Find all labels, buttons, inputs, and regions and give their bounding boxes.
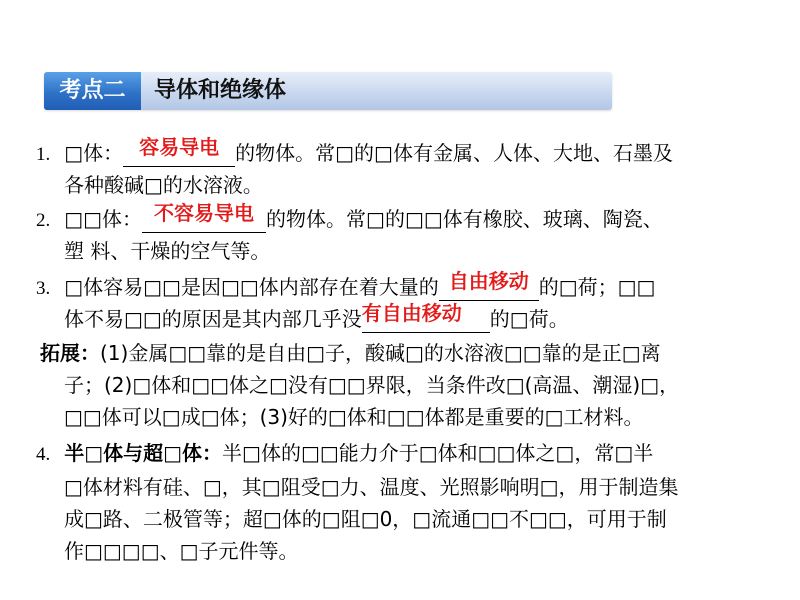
item-4-line-1 <box>36 438 653 468</box>
item-3-line-2 <box>64 301 569 334</box>
section-title: 导体和绝缘体 <box>154 78 287 103</box>
answer-blank <box>142 201 266 233</box>
item-number: 3. <box>36 278 51 299</box>
item-text: 的□荷；□□ <box>538 275 656 299</box>
item-4-label: 半□体与超□体： <box>64 441 223 465</box>
item-text: 的物体。常□的□体有金属、人体、大地、石墨及 <box>235 141 673 165</box>
answer-blank <box>439 269 539 301</box>
item-text: □体容易□□是因□□体内部存在着大量的 <box>64 275 439 299</box>
item-1-line-2 <box>64 170 263 200</box>
item-text: 成□路、二极管等；超□体的□阻□0，□流通□□不□□，可用于制 <box>64 507 667 531</box>
item-number: 2. <box>36 210 51 231</box>
item-1-line-1 <box>36 135 673 168</box>
answer-text: 有自由移动 <box>361 301 462 325</box>
section-header <box>44 72 612 112</box>
item-text: 作□□□□、□子元件等。 <box>64 539 299 563</box>
expand-text: (1)金属□□靠的是自由□子，酸碱□的水溶液□□靠的是正□离 <box>100 341 661 365</box>
item-text: 的物体。常□的□□体有橡胶、玻璃、陶瓷、 <box>266 207 663 231</box>
item-text: 各种酸碱□的水溶液。 <box>64 173 263 197</box>
item-text: □体： <box>64 141 124 165</box>
expand-line-1 <box>40 338 661 368</box>
item-text: □□体： <box>64 207 143 231</box>
item-text: 半□体的□□能力介于□体和□□体之□，常□半 <box>222 441 654 465</box>
item-text: □体材料有硅、□，其□阻受□力、温度、光照影响明□，用于制造集 <box>64 475 679 499</box>
expand-text: 子；(2)□体和□□体之□没有□□界限，当条件改□(高温、潮湿)□， <box>64 373 680 397</box>
answer-blank <box>361 301 490 333</box>
item-4-line-4 <box>64 536 298 566</box>
section-tag: 考点二 <box>44 72 141 110</box>
item-text: 体不易□□的原因是其内部几乎没 <box>64 307 362 331</box>
item-4-line-3 <box>64 504 667 534</box>
answer-text: 容易导电 <box>139 135 220 159</box>
item-3-line-1 <box>36 269 656 302</box>
answer-text: 自由移动 <box>448 269 529 293</box>
item-number: 1. <box>36 144 51 165</box>
expand-label: 拓展： <box>40 341 100 365</box>
item-4-line-2 <box>64 472 678 502</box>
answer-blank <box>123 135 235 167</box>
expand-line-3 <box>64 402 644 432</box>
item-2-line-2 <box>64 236 270 266</box>
expand-line-2 <box>64 370 679 400</box>
answer-text: 不容易导电 <box>154 201 255 225</box>
item-text: 塑 料、干燥的空气等。 <box>64 239 271 263</box>
item-2-line-1 <box>36 201 663 234</box>
item-number: 4. <box>36 444 51 465</box>
item-text: 的□荷。 <box>489 307 569 331</box>
expand-text: □□体可以□成□体；(3)好的□体和□□体都是重要的□工材料。 <box>64 405 644 429</box>
